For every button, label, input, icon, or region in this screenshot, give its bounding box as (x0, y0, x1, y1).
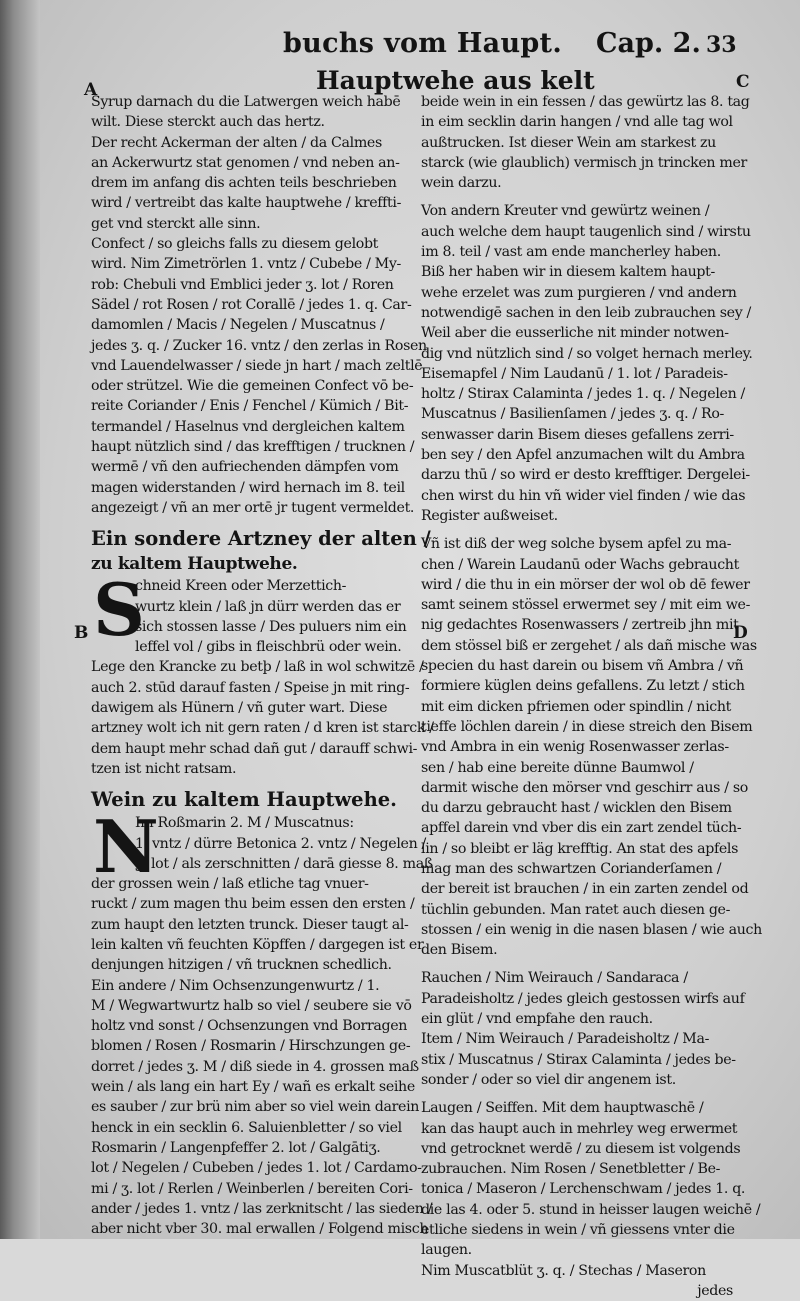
text-line: wermē / vñ den aufriechenden dämpfen vom (91, 459, 399, 476)
text-line: ʒ. lot / als zerschnitten / darā giesse 8. maß (135, 855, 433, 872)
text-line: Rauchen / Nim Weirauch / Sandaraca / (421, 970, 688, 987)
text-line: sen / hab eine bereite dünne Baumwol / (421, 759, 694, 776)
text-line: formiere küglen deins gefallens. Zu letzt / stich (421, 678, 745, 695)
text-line: rob: Chebuli vnd Emblici jeder ʒ. lot / Roren (91, 276, 394, 293)
left-paragraphs-c-indented (135, 813, 433, 874)
text-line: etliche siedens in wein / vñ giessens vnter die (421, 1222, 735, 1239)
text-line: lein kalten vñ feuchten Köpffen / dargegen ist er (91, 936, 424, 953)
text-line: du darzu gebraucht hast / wicklen den Bisem (421, 800, 732, 817)
text-line: leffel vol / gibs in fleischbrü oder wein. (135, 639, 402, 656)
text-line: henck in ein secklin 6. Saluienbletter / so viel (91, 1119, 402, 1136)
text-line: stossen / ein wenig in die nasen blasen / wie auch (421, 921, 762, 938)
text-line: dem stössel biß er zergehet / als dañ mische was (421, 637, 757, 654)
text-line: holtz / Stirax Calaminta / jedes 1. q. / Negelen / (421, 386, 745, 403)
text-line: ben sey / den Apfel anzumachen wilt du Ambra (421, 447, 745, 464)
left-paragraphs-b (135, 576, 409, 657)
text-line: Von andern Kreuter vnd gewürtz weinen / (421, 203, 710, 220)
text-line: laugen. (421, 1242, 472, 1259)
text-line: ander / jedes 1. vntz / las zerknitscht / las sieden / (91, 1200, 433, 1217)
dropcap-paragraph-s (91, 567, 409, 657)
heading-sondere-artzney: Ein sondere Artzney der alten / (91, 527, 431, 551)
text-line: mi / ʒ. lot / Rerlen / Weinberlen / bereiten Cori- (91, 1180, 413, 1197)
text-line: angezeigt / vñ an mer ortē jr tugent vermeldet. (91, 499, 415, 516)
text-line: Muscatnus / Basilienſamen / jedes ʒ. q. / Ro- (421, 406, 724, 423)
text-line: blomen / Rosen / Rosmarin / Hirschzungen ge- (91, 1038, 411, 1055)
dropcap-s: S (93, 567, 145, 653)
text-line: specien du hast darein ou bisem vñ Ambra / vñ (421, 658, 744, 675)
text-line: Biß her haben wir in diesem kaltem haupt- (421, 264, 715, 281)
text-line: starck (wie glaublich) vermisch jn trincken mer (421, 154, 747, 171)
text-line: wird. Nim Zimetrörlen 1. vntz / Cubebe / My- (91, 256, 401, 273)
text-line: damomlen / Macis / Negelen / Muscatnus / (91, 317, 385, 334)
text-line: auch 2. stūd darauf fasten / Speise jn mit ring- (91, 679, 410, 696)
text-line: Paradeisholtz / jedes gleich gestossen wirfs auf (421, 990, 745, 1007)
left-column (91, 92, 434, 1239)
left-paragraphs-b2 (91, 657, 434, 779)
text-line: reite Coriander / Enis / Fenchel / Kümich / Bit- (91, 398, 409, 415)
text-line: lin / so bleibt er läg krefftig. An stat des apfels (421, 840, 739, 857)
text-line: wehe erzelet was zum purgieren / vnd andern (421, 284, 737, 301)
text-line: vnd Ambra in ein wenig Rosenwasser zerlas- (421, 739, 729, 756)
text-line: wein / als lang ein hart Ey / wañ es erkalt seihe (91, 1079, 415, 1096)
text-line: außtrucken. Ist dieser Wein am starkest zu (421, 134, 716, 151)
text-line: ruckt / zum magen thu beim essen den ersten / (91, 896, 415, 913)
text-line: die las 4. oder 5. stund in heisser laugen weichē / (421, 1201, 761, 1218)
text-line: Sädel / rot Rosen / rot Corallē / jedes 1. q. Car- (91, 296, 412, 313)
text-line: Nim Muscatblüt ʒ. q. / Stechas / Maseron (421, 1262, 706, 1279)
text-line: notwendigē sachen in den leib zubrauchen sey / (421, 304, 751, 321)
text-line: Ein andere / Nim Ochsenzungenwurtz / 1. (91, 977, 380, 994)
text-line: es sauber / zur brü nim aber so viel wein darein (91, 1099, 420, 1116)
text-line: im 8. teil / vast am ende mancherley haben. (421, 244, 721, 261)
text-line: tonica / Maseron / Lerchenschwam / jedes 1. q. (421, 1181, 746, 1198)
section-heading: Hauptwehe aus kelt (316, 66, 595, 95)
text-line: drem im anfang dis achten teils beschrieben (91, 175, 397, 192)
margin-letter-b: B (74, 623, 89, 643)
text-line: holtz vnd sonst / Ochsenzungen vnd Borragen (91, 1018, 408, 1035)
heading-wein-kaltem-hauptwehe: Wein zu kaltem Hauptwehe. (91, 788, 397, 812)
text-line: in eim secklin darin hangen / vnd alle tag wol (421, 114, 733, 131)
text-line: tieffe löchlen darein / in diese streich den Bisem (421, 718, 753, 735)
text-line: mit eim dicken pfriemen oder spindlin / nicht (421, 698, 732, 715)
text-line: nig gedachtes Rosenwassers / zertreib jhn mit (421, 617, 739, 634)
text-line: wilt. Diese sterckt auch das hertz. (91, 114, 325, 131)
text-line: oder strützel. Wie die gemeinen Confect vō be- (91, 378, 414, 395)
text-line: Item / Nim Weirauch / Paradeisholtz / Ma- (421, 1031, 710, 1048)
text-line: get vnd sterckt alle sinn. (91, 215, 261, 232)
left-paragraphs-a (91, 92, 427, 518)
text-line: vnd getrocknet werdē / zu diesem ist volgends (421, 1140, 741, 1157)
text-line: Laugen / Seiffen. Mit dem hauptwaschē / (421, 1100, 704, 1117)
text-line: ein glüt / vnd empfahe den rauch. (421, 1011, 653, 1028)
heading-sondere-artzney-sub: zu kaltem Hauptwehe. (91, 554, 298, 575)
text-line: Weil aber die eusserliche nit minder notwen- (421, 325, 729, 342)
text-line: 1. vntz / dürre Betonica 2. vntz / Negelen / (135, 835, 426, 852)
page-binding-shadow (0, 0, 40, 1239)
text-line: Der recht Ackerman der alten / da Calmes (91, 134, 382, 151)
text-line: beide wein in ein fessen / das gewürtz las 8. tag (421, 94, 750, 110)
text-line: M / Wegwartwurtz halb so viel / seubere sie vō (91, 997, 412, 1014)
text-line: jedes ʒ. q. / Zucker 16. vntz / den zerlas in Rosen (91, 337, 427, 354)
text-line: chen wirst du hin vñ wider viel finden / wie das (421, 487, 746, 504)
text-line: Syrup darnach du die Latwergen weich habē (91, 94, 401, 110)
text-line: der grossen wein / laß etliche tag vnuer- (91, 876, 369, 893)
text-line: stix / Muscatnus / Stirax Calaminta / jedes be- (421, 1051, 736, 1068)
text-line: Rosmarin / Langenpfeffer 2. lot / Galgātiʒ. (91, 1139, 381, 1156)
running-title: buchs vom Haupt. (283, 28, 563, 59)
text-line: wurtz klein / laß jn dürr werden das er (135, 598, 401, 615)
text-line: samt seinem stössel erwermet sey / mit eim we- (421, 597, 751, 614)
text-line: Vñ ist diß der weg solche bysem apfel zu ma- (421, 536, 732, 553)
text-line: zum haupt den letzten trunck. Dieser taugt al- (91, 916, 409, 933)
text-line: den Bisem. (421, 942, 498, 959)
text-line: darzu thū / so wird er desto krefftiger. Dergelei- (421, 467, 750, 484)
text-line: apffel darein vnd vber dis ein zart zendel tüch- (421, 820, 742, 837)
text-line: Im Roßmarin 2. M / Muscatnus: (135, 815, 354, 832)
right-paragraphs-a (421, 92, 751, 193)
text-line: darmit wische den mörser vnd geschirr aus / so (421, 779, 748, 796)
text-line: dem haupt mehr schad dañ gut / darauff schwi- (91, 740, 418, 757)
catchword: jedes (697, 1282, 733, 1299)
right-paragraphs-b (421, 201, 751, 526)
text-line: senwasser darin Bisem dieses gefallens zerri- (421, 426, 734, 443)
text-line: dawigem als Hünern / vñ guter wart. Diese (91, 700, 388, 717)
text-line: mag man des schwartzen Corianderſamen / (421, 860, 722, 877)
text-line: Lege den Krancke zu betþ / laß in wol schwitzē / (91, 659, 424, 676)
text-line: tüchlin gebunden. Man ratet auch diesen ge- (421, 901, 731, 918)
page-header (0, 28, 800, 64)
text-line: vnd Lauendelwasser / siede jn hart / mach zeltlē (91, 357, 423, 374)
text-line: chneid Kreen oder Merzettich- (135, 578, 347, 595)
text-line: magen widerstanden / wird hernach im 8. teil (91, 479, 405, 496)
text-line: kan das haupt auch in mehrley weg erwermet (421, 1120, 738, 1137)
text-line: sich stossen lasse / Des puluers nim ein (135, 618, 407, 635)
text-line: denjungen hitzigen / vñ trucknen schedlich. (91, 957, 392, 974)
text-line: Register außweiset. (421, 507, 558, 524)
text-line: wird / die thu in ein mörser der wol ob dē fewer (421, 576, 750, 593)
right-paragraphs-e (421, 1098, 761, 1281)
right-paragraphs-c (421, 534, 762, 960)
text-line: aber nicht vber 30. mal erwallen / Folgend misch (91, 1221, 429, 1238)
left-paragraphs-c (91, 874, 433, 1239)
text-line: artzney wolt ich nit gern raten / d kren ist starck / (91, 720, 434, 737)
right-paragraphs-d (421, 968, 751, 1090)
text-line: dorret / jedes ʒ. M / diß siede in 4. grossen maß (91, 1058, 419, 1075)
text-line: zubrauchen. Nim Rosen / Senetbletter / Be- (421, 1161, 721, 1178)
text-line: tzen ist nicht ratsam. (91, 760, 237, 777)
text-line: dig vnd nützlich sind / so volget hernach merley. (421, 345, 753, 362)
margin-letter-a: A (84, 80, 98, 100)
right-column (421, 92, 762, 1301)
text-line: wein darzu. (421, 175, 502, 192)
text-line: an Ackerwurtz stat genomen / vnd neben an- (91, 154, 400, 171)
text-line: auch welche dem haupt taugenlich sind / wirstu (421, 223, 751, 240)
text-line: haupt nützlich sind / das krefftigen / trucknen / (91, 439, 415, 456)
text-line: lot / Negelen / Cubeben / jedes 1. lot / Cardamo- (91, 1160, 422, 1177)
chapter-label: Cap. 2. (596, 28, 701, 59)
folio-number: 33 (706, 32, 737, 58)
text-line: chen / Warein Laudanū oder Wachs gebraucht (421, 556, 739, 573)
dropcap-n: N (93, 804, 159, 890)
text-line: Confect / so gleichs falls zu diesem gelobt (91, 236, 379, 253)
text-line: Eisemapfel / Nim Laudanū / 1. lot / Paradeis- (421, 365, 728, 382)
margin-letter-c: C (736, 72, 750, 92)
text-line: wird / vertreibt das kalte hauptwehe / kreffti- (91, 195, 402, 212)
text-line: sonder / oder so viel dir angenem ist. (421, 1071, 676, 1088)
margin-letter-d: D (733, 623, 748, 643)
text-line: termandel / Haselnus vnd dergleichen kaltem (91, 418, 405, 435)
text-line: der bereit ist brauchen / in ein zarten zendel od (421, 881, 749, 898)
